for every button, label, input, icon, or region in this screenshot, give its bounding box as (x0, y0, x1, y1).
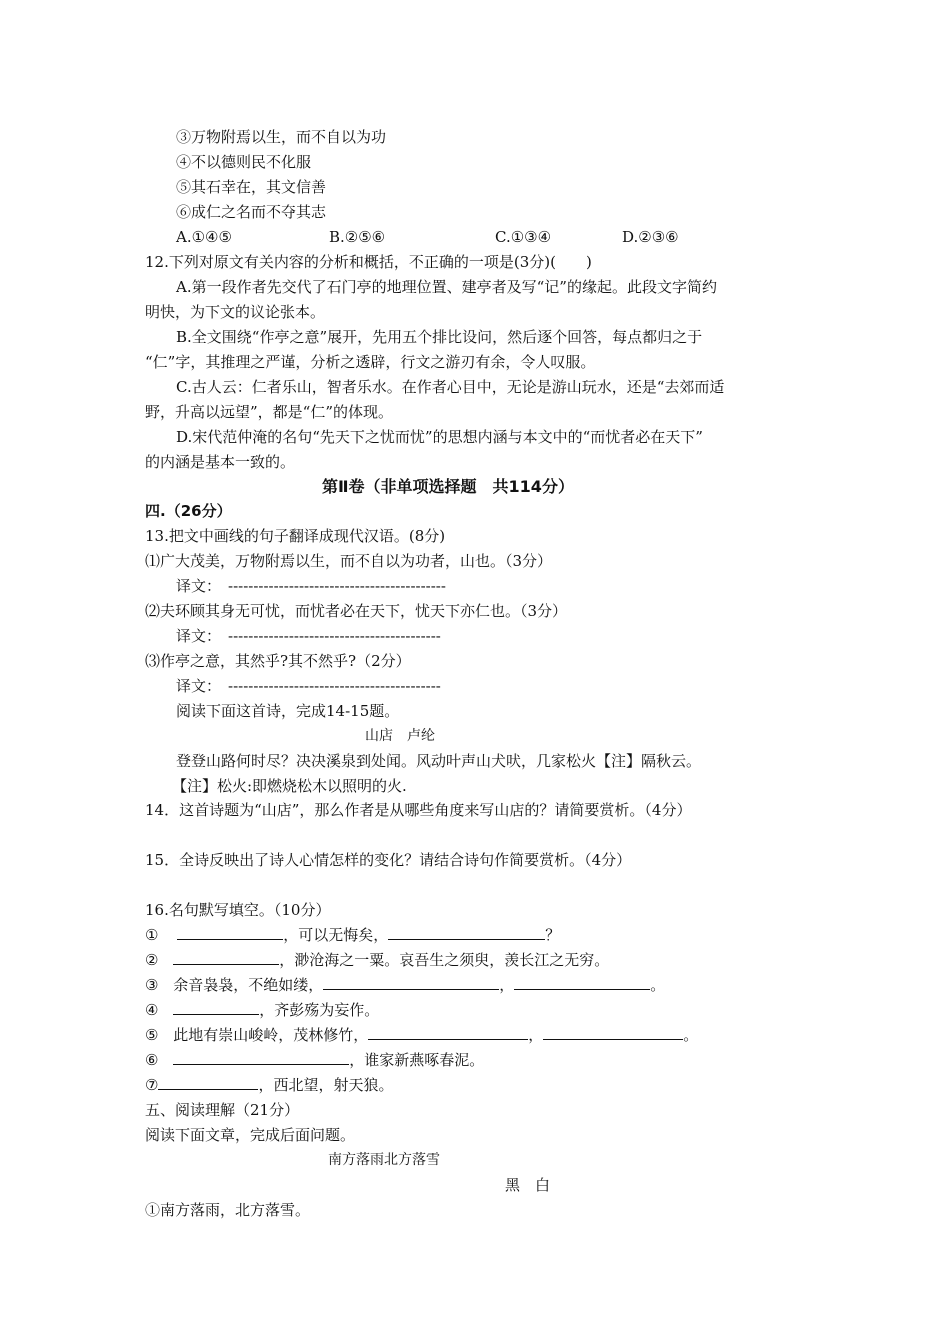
choice-a: A.①④⑤ (176, 228, 232, 246)
article-paragraph: ①南方落雨，北方落雪。 (145, 1201, 311, 1219)
q12-option-d-cont: 的内涵是基本一致的。 (145, 453, 296, 471)
q16-stem: 16.名句默写填空。（10分） (145, 901, 331, 919)
option-line: ⑥成仁之名而不夺其志 (176, 203, 327, 221)
translation-blank[interactable]: ------------------------------------------ (228, 627, 441, 645)
fill-blank[interactable] (173, 1050, 349, 1065)
choice-b: B.②⑤⑥ (329, 228, 386, 246)
q13-sentence-2: ⑵夫环顾其身无可忧，而忧者必在天下，忧天下亦仁也。（3分） (145, 602, 568, 620)
q12-option-b: B.全文围绕“作亭之意”展开，先用五个排比设问，然后逐个回答，每点都归之于 (176, 328, 703, 346)
q12-option-b-cont: “仁”字，其推理之严谨，分析之透辟，行文之游刃有余，令人叹服。 (145, 353, 596, 371)
item-number: ① (145, 926, 159, 944)
q12-option-c: C.古人云：仁者乐山，智者乐水。在作者心目中，无论是游山玩水，还是“去郊而适 (176, 378, 725, 396)
option-line: ⑤其石幸在，其文信善 (176, 178, 327, 196)
fill-blank[interactable] (388, 925, 545, 940)
q12-option-a: A.第一段作者先交代了石门亭的地理位置、建亭者及写“记”的缘起。此段文字简约 (176, 278, 717, 296)
q14: 14．这首诗题为“山店”，那么作者是从哪些角度来写山店的？请简要赏析。（4分） (145, 801, 692, 819)
item-number: ⑥ (145, 1051, 159, 1069)
q12-option-d: D.宋代范仲淹的名句“先天下之忧而忧”的思想内涵与本文中的“而忧者必在天下” (176, 428, 703, 446)
poem-title: 山店 卢纶 (365, 728, 435, 744)
choice-c: C.①③④ (495, 228, 552, 246)
item-number: ④ (145, 1001, 159, 1019)
item-text: 余音袅袅，不绝如缕， (173, 976, 324, 994)
item-text: ， (528, 1026, 544, 1044)
item-number: ② (145, 951, 159, 969)
part-heading: 四.（26分） (145, 502, 232, 520)
item-text: ？ (545, 926, 561, 944)
fill-blank[interactable] (158, 1075, 258, 1090)
article-author: 黑 白 (505, 1176, 551, 1194)
item-text: ，西北望，射天狼。 (258, 1076, 394, 1094)
poem-note: 【注】松火:即燃烧松木以照明的火. (172, 777, 407, 795)
item-text: ，渺沧海之一粟。哀吾生之须臾，羡长江之无穷。 (279, 951, 610, 969)
section-title: 第Ⅱ卷（非单项选择题 共114分） (322, 477, 574, 496)
q15: 15．全诗反映出了诗人心情怎样的变化？请结合诗句作简要赏析。（4分） (145, 851, 632, 869)
fill-blank[interactable] (173, 950, 279, 965)
item-number: ⑦ (145, 1076, 159, 1094)
q12-stem: 12.下列对原文有关内容的分析和概括，不正确的一项是(3分)( ) (145, 253, 592, 271)
q13-sentence-3: ⑶作亭之意，其然乎?其不然乎?（2分） (145, 652, 411, 670)
item-text: ，可以无悔矣， (283, 926, 389, 944)
part-intro: 阅读下面文章，完成后面问题。 (145, 1126, 356, 1144)
q12-option-c-cont: 野，升高以远望”，都是“仁”的体现。 (145, 403, 394, 421)
item-text: ， (499, 976, 515, 994)
translation-label: 译文： (176, 677, 222, 695)
item-text: 此地有崇山峻岭，茂林修竹， (173, 1026, 369, 1044)
poem-intro: 阅读下面这首诗，完成14-15题。 (176, 702, 400, 720)
q13-sentence-1: ⑴广大茂美，万物附焉以生，而不自以为功者，山也。（3分） (145, 552, 553, 570)
fill-blank[interactable] (514, 975, 650, 990)
item-number: ③ (145, 976, 159, 994)
item-text: 。 (683, 1026, 699, 1044)
poem-body: 登登山路何时尽？决决溪泉到处闻。风动叶声山犬吠，几家松火【注】隔秋云。 (176, 752, 702, 770)
translation-label: 译文： (176, 627, 222, 645)
fill-blank[interactable] (173, 1000, 259, 1015)
part-heading: 五、阅读理解（21分） (145, 1101, 300, 1119)
item-number: ⑤ (145, 1026, 159, 1044)
option-line: ④不以德则民不化服 (176, 153, 312, 171)
fill-blank[interactable] (177, 925, 283, 940)
choice-d: D.②③⑥ (622, 228, 679, 246)
fill-blank[interactable] (368, 1025, 528, 1040)
translation-blank[interactable]: ------------------------------------------ (228, 677, 441, 695)
q13-stem: 13.把文中画线的句子翻译成现代汉语。(8分) (145, 527, 446, 545)
q12-option-a-cont: 明快，为下文的议论张本。 (145, 303, 326, 321)
fill-blank[interactable] (543, 1025, 683, 1040)
article-title: 南方落雨北方落雪 (328, 1152, 440, 1168)
option-line: ③万物附焉以生，而不自以为功 (176, 128, 387, 146)
item-text: ，谁家新燕啄春泥。 (349, 1051, 485, 1069)
item-text: 。 (650, 976, 666, 994)
translation-label: 译文： (176, 577, 222, 595)
fill-blank[interactable] (323, 975, 499, 990)
translation-blank[interactable]: ------------------------------------------- (228, 577, 446, 595)
item-text: ，齐彭殇为妄作。 (259, 1001, 380, 1019)
